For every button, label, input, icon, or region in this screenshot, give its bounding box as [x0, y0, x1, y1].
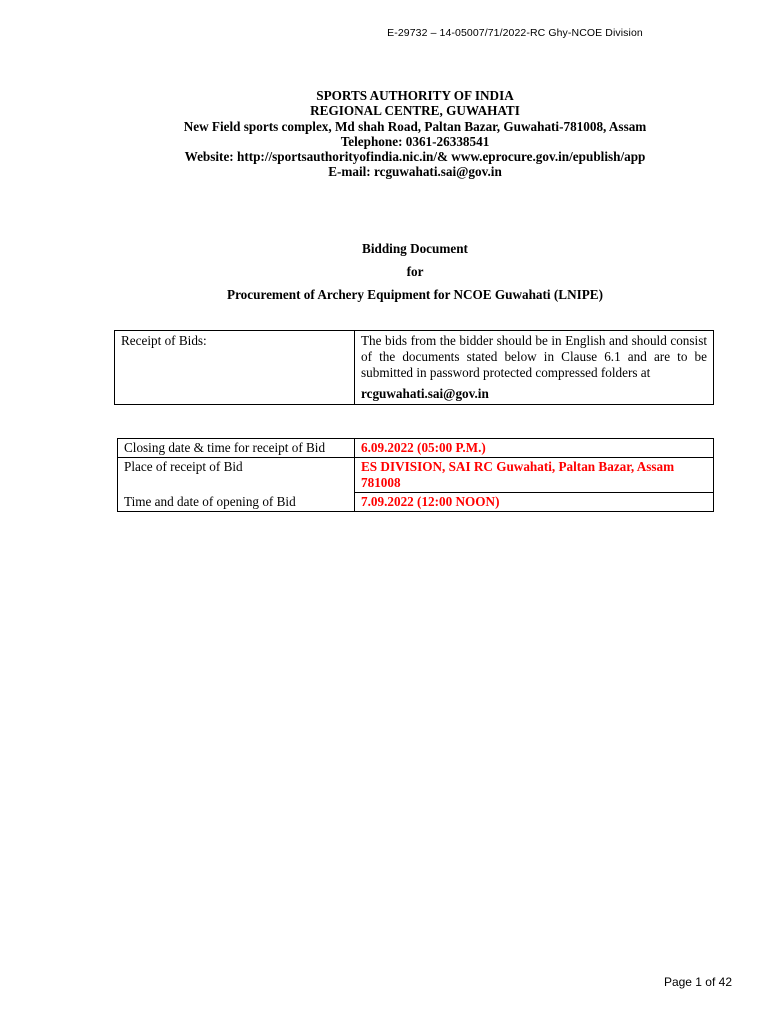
document-connector: for	[406, 264, 424, 279]
schedule-label: Time and date of opening of Bid	[118, 493, 355, 512]
schedule-value: 6.09.2022 (05:00 P.M.)	[355, 439, 714, 458]
table-row	[118, 439, 714, 458]
receipt-details	[355, 331, 714, 405]
schedule-value: ES DIVISION, SAI RC Guwahati, Paltan Bazar, Assam 781008	[355, 458, 714, 493]
receipt-of-bids-table	[114, 330, 714, 405]
receipt-email: rcguwahati.sai@gov.in	[361, 386, 489, 401]
bid-schedule-table	[117, 438, 714, 512]
receipt-text: The bids from the bidder should be in English and should consist of the documents stated below in Clause 6.1 and are to be submitted in password protected compressed folders at	[361, 333, 707, 380]
table-row	[115, 331, 714, 405]
org-centre: REGIONAL CENTRE, GUWAHATI	[310, 103, 520, 119]
table-row	[118, 493, 714, 512]
document-reference: E-29732 – 14-05007/71/2022-RC Ghy-NCOE Division	[387, 27, 643, 39]
organization-header	[0, 88, 770, 180]
page-number: Page 1 of 42	[663, 975, 732, 989]
org-telephone: Telephone: 0361-26338541	[340, 133, 490, 149]
org-name: SPORTS AUTHORITY OF INDIA	[316, 88, 514, 103]
document-subject: Procurement of Archery Equipment for NCOE Guwahati (LNIPE)	[227, 287, 603, 302]
document-title-block	[0, 241, 770, 303]
org-website: Website: http://sportsauthorityofindia.nic.in/& www.eprocure.gov.in/epublish/app	[184, 149, 646, 165]
org-email: E-mail: rcguwahati.sai@gov.in	[328, 164, 502, 180]
org-address: New Field sports complex, Md shah Road, Paltan Bazar, Guwahati-781008, Assam	[183, 118, 647, 134]
schedule-label: Place of receipt of Bid	[118, 458, 355, 493]
schedule-value: 7.09.2022 (12:00 NOON)	[355, 493, 714, 512]
schedule-label: Closing date & time for receipt of Bid	[118, 439, 355, 458]
document-title: Bidding Document	[362, 241, 468, 256]
receipt-label: Receipt of Bids:	[115, 331, 355, 405]
table-row	[118, 458, 714, 493]
